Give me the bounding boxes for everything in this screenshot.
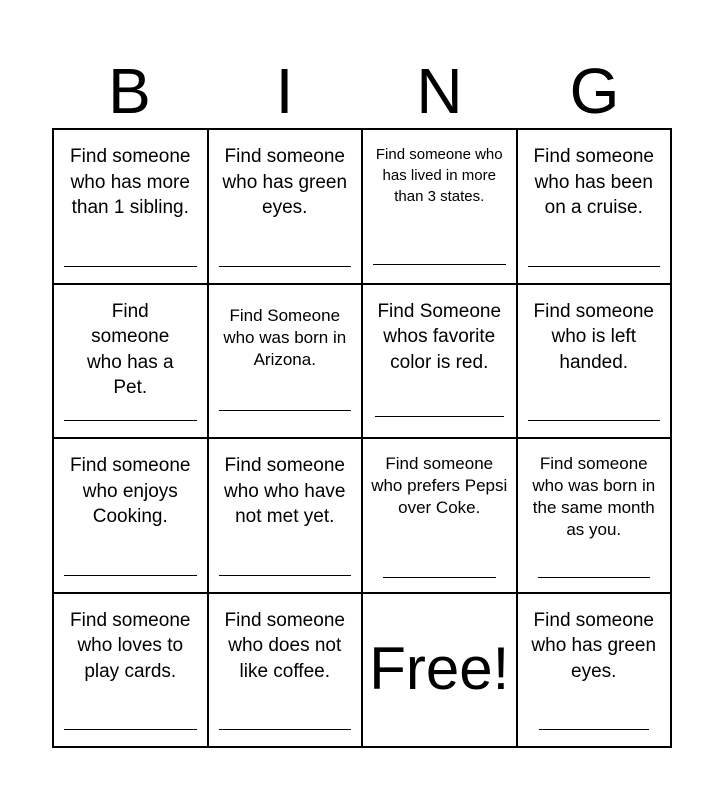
signature-line xyxy=(64,266,197,267)
header-letter-n: N xyxy=(416,55,463,127)
bingo-cell[interactable] xyxy=(518,594,673,749)
signature-line xyxy=(383,577,496,578)
bingo-cell[interactable] xyxy=(363,130,518,285)
cell-prompt: Find someone who has lived in more than 3 states. xyxy=(375,146,503,205)
signature-line xyxy=(375,416,504,417)
bingo-cell[interactable] xyxy=(209,285,364,440)
signature-line xyxy=(219,575,352,576)
cell-prompt: Find someone who has green eyes. xyxy=(222,146,348,218)
signature-line xyxy=(539,729,650,730)
signature-line xyxy=(219,410,352,411)
cell-prompt: Find Someone who was born in Arizona. xyxy=(223,305,347,369)
free-space-cell[interactable] xyxy=(363,594,518,749)
cell-prompt: Find someone who has been on a cruise. xyxy=(533,146,654,218)
cell-prompt: Find someone who is left handed. xyxy=(533,300,654,373)
cell-prompt: Find someone who enjoys Cooking. xyxy=(70,455,191,527)
cell-prompt: Find someone who prefers Pepsi over Coke. xyxy=(371,454,508,517)
cell-prompt: Find someone who does not like coffee. xyxy=(224,609,345,682)
bingo-cell[interactable] xyxy=(518,439,673,594)
signature-line xyxy=(528,266,661,267)
header-letter-b: B xyxy=(108,55,151,127)
bingo-cell[interactable] xyxy=(54,594,209,749)
free-space-label: Free! xyxy=(369,634,510,702)
bingo-cell[interactable] xyxy=(209,439,364,594)
cell-prompt: Find someone who has green eyes. xyxy=(531,609,657,682)
bingo-cell[interactable] xyxy=(54,439,209,594)
bingo-header xyxy=(52,55,672,127)
signature-line xyxy=(373,264,506,265)
bingo-cell[interactable] xyxy=(54,285,209,440)
bingo-cell[interactable] xyxy=(363,439,518,594)
bingo-cell[interactable] xyxy=(518,130,673,285)
signature-line xyxy=(64,420,197,421)
bingo-cell[interactable] xyxy=(518,285,673,440)
signature-line xyxy=(64,575,197,576)
header-letter-g: G xyxy=(569,55,620,127)
signature-line xyxy=(64,729,197,730)
header-letter-i: I xyxy=(275,55,294,127)
cell-prompt: Find Someone whos favorite color is red. xyxy=(377,300,502,373)
cell-prompt: Find someone who loves to play cards. xyxy=(70,609,191,682)
cell-prompt: Find someone who has a Pet. xyxy=(86,300,174,398)
cell-prompt: Find someone who was born in the same month as you. xyxy=(532,454,656,539)
cell-prompt: Find someone who who have not met yet. xyxy=(224,455,346,527)
signature-line xyxy=(528,420,661,421)
signature-line xyxy=(219,266,352,267)
bingo-cell[interactable] xyxy=(209,594,364,749)
bingo-cell[interactable] xyxy=(363,285,518,440)
cell-prompt: Find someone who has more than 1 sibling. xyxy=(70,146,191,218)
bingo-cell[interactable] xyxy=(54,130,209,285)
bingo-cell[interactable] xyxy=(209,130,364,285)
bingo-card-grid xyxy=(52,128,672,748)
signature-line xyxy=(219,729,352,730)
signature-line xyxy=(538,577,651,578)
